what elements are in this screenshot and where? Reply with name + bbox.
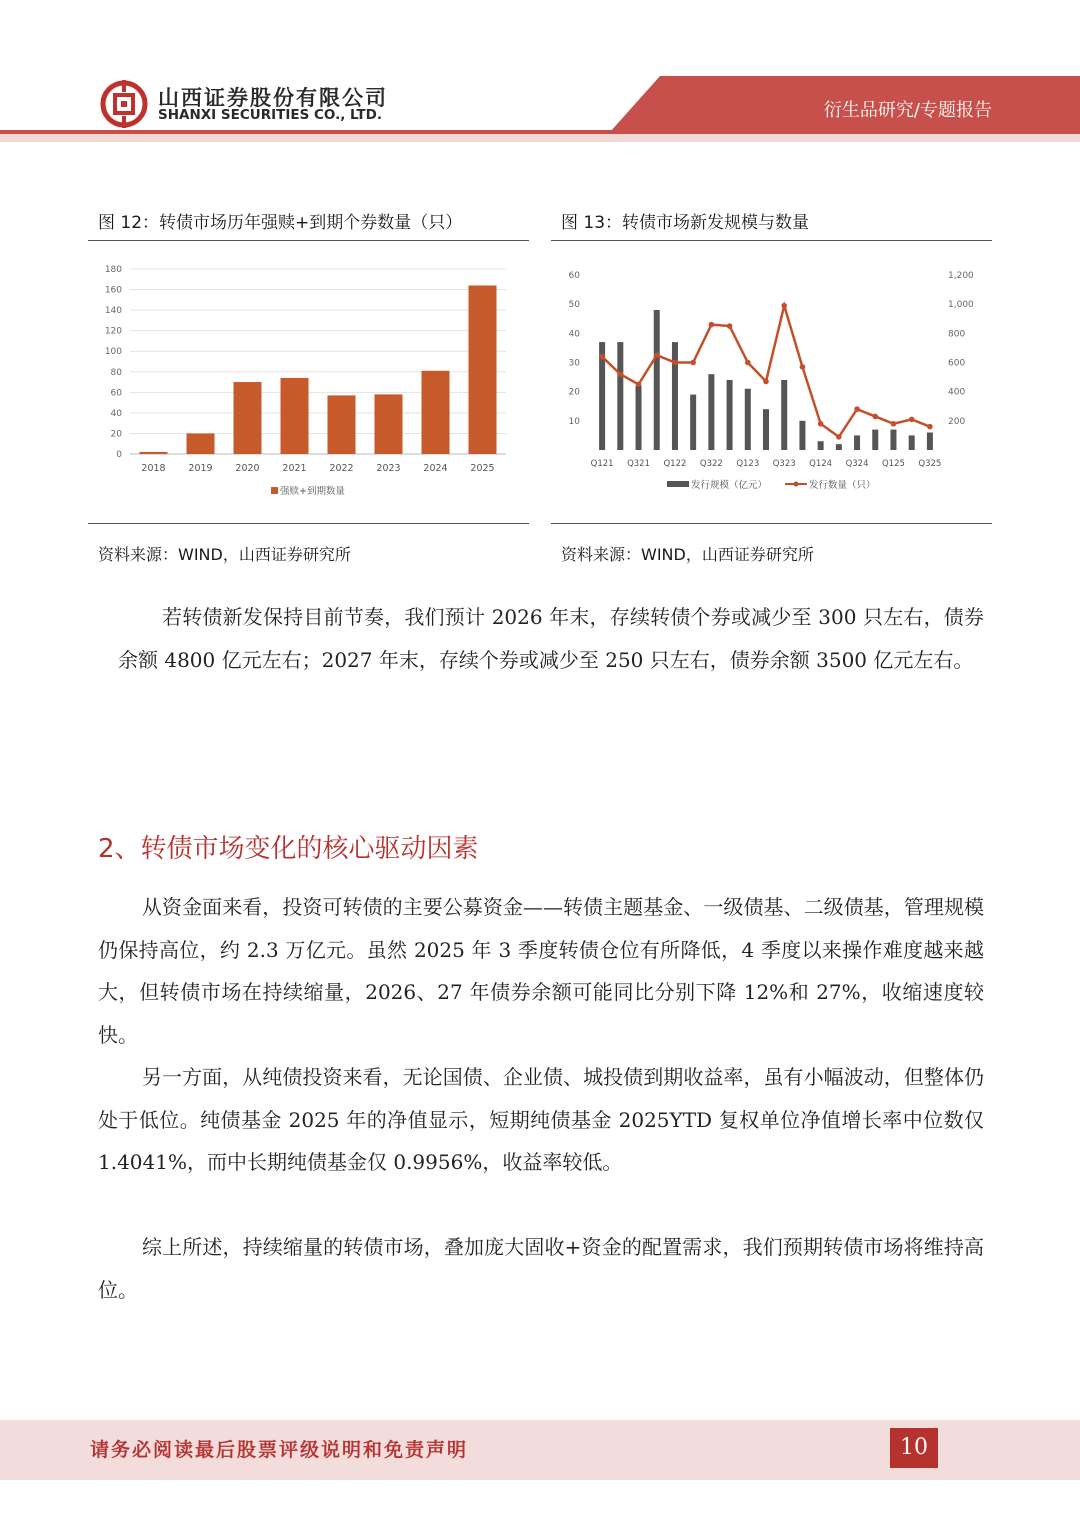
paragraph-funding: 从资金面来看，投资可转债的主要公募资金——转债主题基金、一级债基、二级债基，管理规模仍保持高位，约 2.3 万亿元。虽然 2025 年 3 季度转债仓位有所降低，4 季度以来操作难度越来越大，但转债市场在持续缩量，2026、27 年债券余额可能同比分别下降 12%和 27%，收缩速度较快。 bbox=[98, 895, 984, 1047]
figure-12-title: 图 12：转债市场历年强赎+到期个券数量（只） bbox=[98, 213, 463, 233]
bar-2024 bbox=[422, 371, 450, 454]
line-point-Q322 bbox=[709, 322, 715, 328]
x-tick-label: Q125 bbox=[882, 459, 905, 469]
bar-2021 bbox=[281, 378, 309, 454]
bar-Q224 bbox=[836, 444, 842, 450]
bar-Q223 bbox=[763, 409, 769, 450]
figure-13-source: 资料来源：WIND，山西证券研究所 bbox=[561, 545, 814, 564]
left-y-tick-label: 30 bbox=[568, 358, 580, 369]
x-tick-label: 2021 bbox=[282, 463, 307, 474]
x-tick-label: Q121 bbox=[590, 459, 614, 469]
bar-Q422 bbox=[727, 380, 733, 450]
line-point-Q122 bbox=[672, 360, 678, 366]
bar-Q125 bbox=[890, 430, 896, 450]
bar-Q123 bbox=[745, 389, 751, 450]
x-tick-label: 2022 bbox=[329, 463, 354, 474]
bar-2023 bbox=[375, 394, 403, 454]
disclaimer-link[interactable]: 请务必阅读最后股票评级说明和免责声明 bbox=[90, 1439, 469, 1461]
section-heading: 2、转债市场变化的核心驱动因素 bbox=[98, 834, 479, 864]
page-footer bbox=[0, 1420, 1080, 1480]
line-point-Q324 bbox=[854, 406, 860, 412]
line-point-Q222 bbox=[690, 360, 696, 366]
y-tick-label: 80 bbox=[110, 367, 122, 378]
header-red-line bbox=[0, 130, 1080, 134]
x-tick-label: Q123 bbox=[736, 459, 760, 469]
bar-Q321 bbox=[636, 386, 642, 450]
company-name-en: SHANXI SECURITIES CO., LTD. bbox=[158, 107, 382, 123]
bar-Q323 bbox=[781, 380, 787, 450]
line-point-Q224 bbox=[836, 434, 842, 440]
y-tick-label: 160 bbox=[104, 285, 122, 296]
left-y-tick-label: 50 bbox=[568, 300, 580, 311]
x-tick-label: 2025 bbox=[470, 463, 495, 474]
y-tick-label: 120 bbox=[104, 326, 122, 337]
right-y-tick-label: 1,000 bbox=[948, 300, 974, 311]
x-tick-label: Q324 bbox=[845, 459, 869, 469]
line-point-Q221 bbox=[618, 371, 624, 377]
right-y-tick-label: 400 bbox=[948, 387, 966, 398]
header-pink-line bbox=[0, 134, 1080, 142]
bar-Q124 bbox=[818, 441, 824, 450]
line-point-Q422 bbox=[727, 323, 733, 329]
bar-Q222 bbox=[690, 395, 696, 450]
x-tick-label: Q124 bbox=[809, 459, 833, 469]
figure-12-top-rule bbox=[88, 240, 529, 241]
company-name-cn: 山西证券股份有限公司 bbox=[158, 86, 388, 110]
left-y-tick-label: 20 bbox=[568, 387, 580, 398]
legend-label-line: 发行数量（只） bbox=[809, 480, 876, 491]
left-y-tick-label: 40 bbox=[568, 329, 580, 340]
line-point-Q421 bbox=[654, 352, 660, 358]
figure-12-bottom-rule bbox=[88, 523, 529, 524]
left-y-tick-label: 10 bbox=[568, 416, 580, 427]
line-point-Q325 bbox=[927, 424, 933, 430]
bar-Q225 bbox=[909, 435, 915, 450]
x-tick-label: Q122 bbox=[663, 459, 687, 469]
legend-marker-line bbox=[794, 482, 799, 487]
line-point-Q125 bbox=[891, 421, 897, 427]
page-number: 10 bbox=[890, 1428, 938, 1468]
x-tick-label: Q323 bbox=[772, 459, 796, 469]
figure-13-top-rule bbox=[551, 240, 992, 241]
right-y-tick-label: 600 bbox=[948, 358, 966, 369]
legend-label-bars: 发行规模（亿元） bbox=[691, 480, 768, 491]
y-tick-label: 140 bbox=[104, 306, 122, 317]
x-tick-label: Q325 bbox=[918, 459, 942, 469]
bar-2019 bbox=[187, 433, 215, 454]
bar-Q122 bbox=[672, 342, 678, 450]
report-type-tag: 衍生品研究/专题报告 bbox=[823, 100, 992, 121]
left-y-tick-label: 60 bbox=[568, 271, 580, 281]
line-point-Q423 bbox=[800, 364, 806, 370]
legend-swatch-bars bbox=[667, 481, 689, 487]
x-tick-label: Q322 bbox=[699, 459, 723, 469]
bar-Q221 bbox=[617, 342, 623, 450]
bar-2022 bbox=[328, 395, 356, 454]
bar-2020 bbox=[234, 382, 262, 454]
line-point-Q321 bbox=[636, 382, 642, 388]
y-tick-label: 180 bbox=[104, 265, 122, 275]
header-band bbox=[0, 0, 1080, 150]
figure-12-source: 资料来源：WIND，山西证券研究所 bbox=[98, 545, 351, 564]
figure-13-title: 图 13：转债市场新发规模与数量 bbox=[561, 213, 810, 233]
legend-label: 强赎+到期数量 bbox=[280, 486, 345, 497]
bar-Q324 bbox=[854, 435, 860, 450]
bar-Q423 bbox=[799, 421, 805, 450]
y-tick-label: 20 bbox=[110, 429, 122, 440]
bar-Q424 bbox=[872, 430, 878, 450]
x-tick-label: 2024 bbox=[423, 463, 448, 474]
line-point-Q123 bbox=[745, 360, 751, 366]
legend-swatch bbox=[271, 487, 278, 494]
bar-2025 bbox=[469, 285, 497, 454]
y-tick-label: 0 bbox=[116, 450, 122, 460]
x-tick-label: 2018 bbox=[141, 463, 166, 474]
x-tick-label: Q321 bbox=[627, 459, 650, 469]
page-header bbox=[0, 0, 1080, 150]
bar-2018 bbox=[140, 452, 168, 454]
x-tick-label: 2020 bbox=[235, 463, 260, 474]
line-point-Q121 bbox=[599, 354, 605, 360]
bar-Q322 bbox=[708, 374, 714, 450]
paragraph-pure-bond: 另一方面，从纯债投资来看，无论国债、企业债、城投债到期收益率，虽有小幅波动，但整体仍处于低位。纯债基金 2025 年的净值显示，短期纯债基金 2025YTD 复权单位净值增长率中位数仅 1.4041%，而中长期纯债基金仅 0.9956%，收益率较低。 bbox=[98, 1065, 984, 1174]
bar-Q325 bbox=[927, 433, 933, 451]
figure-12-chart bbox=[88, 255, 529, 515]
line-point-Q225 bbox=[909, 417, 915, 423]
paragraph-conclusion: 综上所述，持续缩量的转债市场，叠加庞大固收+资金的配置需求，我们预期转债市场将维持高位。 bbox=[98, 1235, 984, 1302]
paragraph-forecast: 若转债新发保持目前节奏，我们预计 2026 年末，存续转债个券或减少至 300 只左右，债券余额 4800 亿元左右；2027 年末，存续个券或减少至 250 只左右，债券余额 3500 亿元左右。 bbox=[118, 605, 984, 672]
right-y-tick-label: 800 bbox=[948, 329, 966, 340]
line-point-Q424 bbox=[872, 414, 878, 420]
y-tick-label: 60 bbox=[110, 388, 122, 399]
figure-13-chart bbox=[551, 255, 992, 515]
right-y-tick-label: 1,200 bbox=[948, 271, 974, 281]
company-logo bbox=[100, 80, 148, 128]
y-tick-label: 100 bbox=[104, 347, 122, 358]
x-tick-label: 2019 bbox=[188, 463, 213, 474]
right-y-tick-label: 200 bbox=[948, 416, 966, 427]
line-point-Q124 bbox=[818, 421, 824, 427]
bar-Q421 bbox=[654, 310, 660, 450]
x-tick-label: 2023 bbox=[376, 463, 401, 474]
line-point-Q223 bbox=[763, 379, 769, 385]
y-tick-label: 40 bbox=[110, 408, 122, 419]
figure-13-bottom-rule bbox=[551, 523, 992, 524]
line-point-Q323 bbox=[781, 303, 787, 309]
